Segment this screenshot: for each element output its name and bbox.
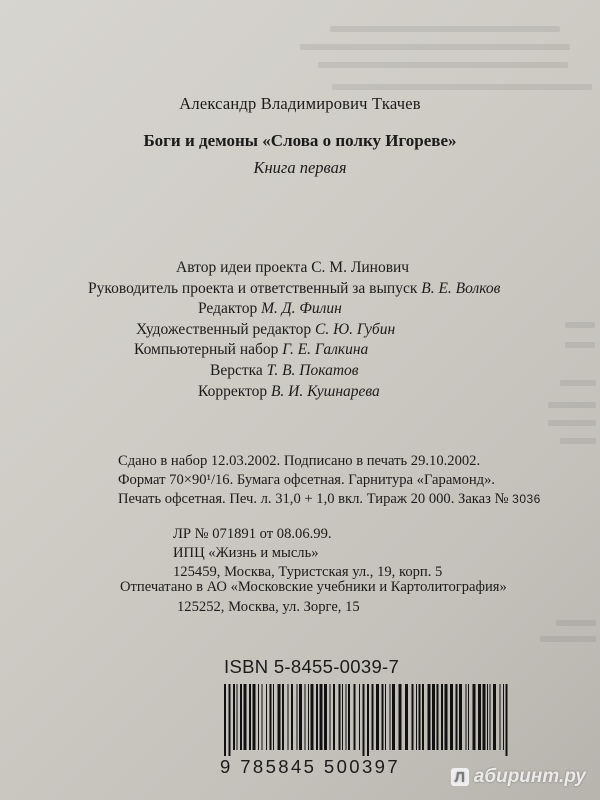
credit-line <box>88 320 528 341</box>
credit-person: С. М. Линович <box>311 259 410 276</box>
credit-line <box>88 299 528 320</box>
ean-digits: 9 785845 500397 <box>220 756 401 777</box>
credit-role: Редактор <box>198 300 258 318</box>
credit-person: Г. Е. Галкина <box>282 341 369 359</box>
credit-line <box>88 279 528 300</box>
credit-line <box>88 258 528 279</box>
publisher-license <box>173 525 442 582</box>
publisher-address: 125459, Москва, Туристская ул., 19, корп. 5 <box>173 564 443 580</box>
order-number: 3036 <box>512 492 541 506</box>
author-name: Александр Владимирович Ткачев <box>179 94 421 113</box>
watermark-text: абиринт.ру <box>473 766 586 787</box>
printer-name: Отпечатано в АО «Московские учебники и Картолитография» <box>120 579 507 595</box>
license-number: ЛР № 071891 от 08.06.99. <box>173 526 332 542</box>
credit-person: В. И. Кушнарева <box>270 382 380 400</box>
isbn-number: ISBN 5-8455-0039-7 <box>224 656 400 677</box>
book-subtitle: Книга первая <box>253 158 347 177</box>
credit-line <box>88 340 528 361</box>
credit-line <box>88 361 528 382</box>
credit-person: Т. В. Покатов <box>266 361 359 379</box>
credit-role: Верстка <box>210 361 263 379</box>
credits-list <box>88 258 528 402</box>
credit-person: С. Ю. Губин <box>315 320 396 338</box>
credit-role: Художественный редактор <box>136 320 312 338</box>
print-run-text: Печать офсетная. Печ. л. 31,0 + 1,0 вкл. Тираж 20 000. Заказ № <box>118 491 509 507</box>
book-title: Боги и демоны «Слова о полку Игореве» <box>143 131 457 150</box>
credit-role: Корректор <box>198 382 268 400</box>
typeset-signed-dates: Сдано в набор 12.03.2002. Подписано в печать 29.10.2002. <box>118 453 481 469</box>
credit-line <box>88 382 528 403</box>
credit-role: Автор идеи проекта <box>176 259 308 276</box>
credit-person: М. Д. Филин <box>261 300 342 318</box>
publisher-name: ИПЦ «Жизнь и мысль» <box>173 545 319 561</box>
printer-address: 125252, Москва, ул. Зорге, 15 <box>177 598 360 615</box>
publication-details <box>118 452 558 509</box>
printer-info <box>120 578 507 617</box>
credit-role: Компьютерный набор <box>134 341 279 359</box>
credit-role: Руководитель проекта и ответственный за выпуск <box>88 279 418 297</box>
barcode-image <box>222 684 514 756</box>
labirint-logo-icon: Л <box>451 768 469 786</box>
credit-person: В. Е. Волков <box>421 279 501 297</box>
print-run-order <box>118 490 558 509</box>
format-paper-font: Формат 70×90¹/16. Бумага офсетная. Гарнитура «Гарамонд». <box>118 472 496 488</box>
labirint-watermark <box>451 766 586 788</box>
